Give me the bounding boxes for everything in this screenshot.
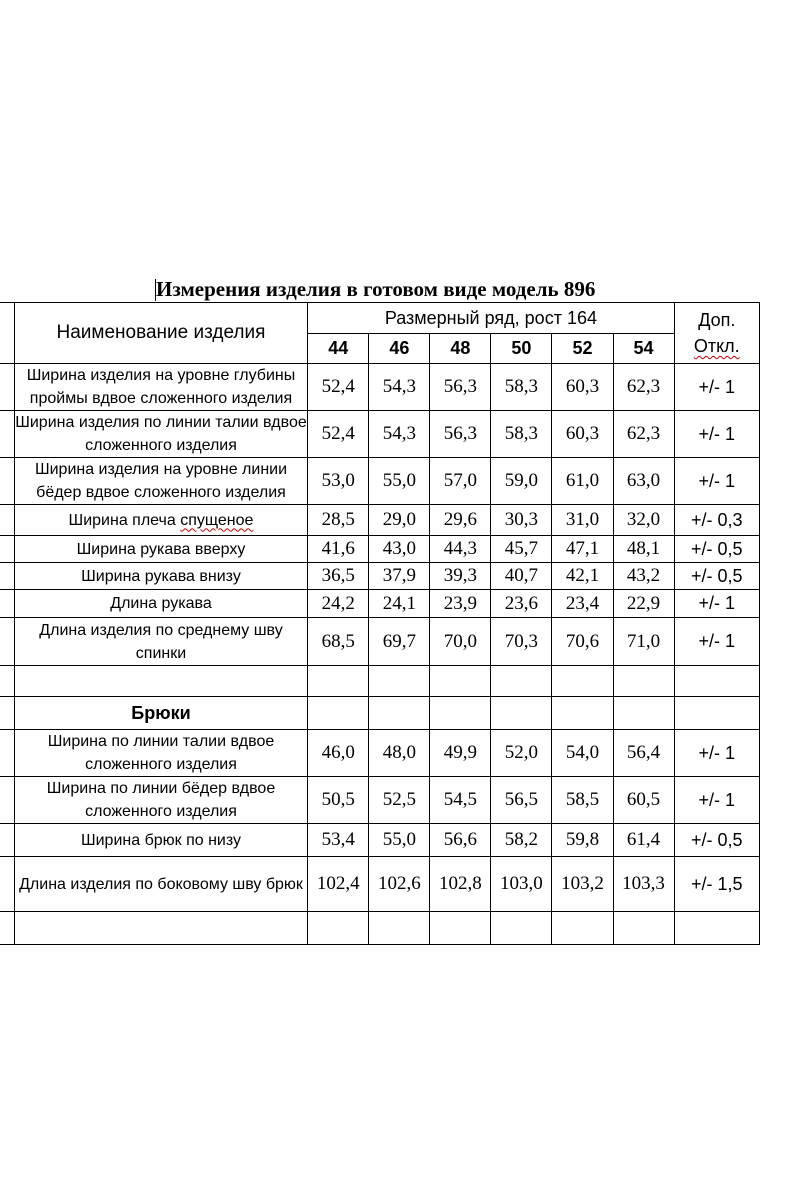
empty-cell [0,697,14,730]
number-header [0,303,14,364]
measurement-value: 70,0 [430,618,491,666]
measurement-value-text: 102,6 [377,873,421,894]
table-row [0,364,760,411]
empty-cell [674,912,759,945]
measurement-value: 37,9 [369,563,430,590]
row-number-cell [0,563,14,590]
name-header: Наименование изделия [14,303,308,364]
measurement-value: 63,0 [613,458,674,505]
measurement-name: Ширина брюк по низу [14,824,308,857]
empty-cell [430,697,491,730]
measurement-value: 71,0 [613,618,674,666]
measurement-value: 61,0 [552,458,613,505]
measurement-value: 60,3 [552,411,613,458]
table-row [0,824,760,857]
empty-cell [308,666,369,697]
empty-cell [613,912,674,945]
section-title: Брюки [14,697,308,730]
table-row [0,563,760,590]
tolerance-value: +/- 1 [674,364,759,411]
empty-cell [491,912,552,945]
measurement-value: 24,2 [308,590,369,618]
measurement-value: 40,7 [491,563,552,590]
measurement-value: 29,6 [430,505,491,536]
measurement-value: 23,4 [552,590,613,618]
table-row [0,536,760,563]
measurement-value: 69,7 [369,618,430,666]
empty-cell [491,697,552,730]
empty-cell [0,912,14,945]
measurement-value: 52,4 [308,364,369,411]
measurement-value: 43,2 [613,563,674,590]
size-3: 50 [491,334,552,364]
measurement-value: 56,6 [430,824,491,857]
measurement-value: 54,0 [552,730,613,777]
size-range-header: Размерный ряд, рост 164 [308,303,674,334]
measurement-name: Ширина рукава внизу [14,563,308,590]
tolerance-value: +/- 1,5 [674,857,759,912]
measurement-value: 52,0 [491,730,552,777]
measurement-value: 29,0 [369,505,430,536]
measurement-value: 56,5 [491,777,552,824]
empty-cell [430,666,491,697]
measurement-name [14,505,308,536]
measurement-value: 50,5 [308,777,369,824]
measurement-name: Ширина изделия на уровне глубины проймы вдвое сложенного изделия [14,364,308,411]
row-number-cell [0,777,14,824]
measurement-name: Длина изделия по среднему шву спинки [14,618,308,666]
row-number-cell [0,505,14,536]
measurement-value [491,857,552,912]
table-row [0,730,760,777]
tolerance-value: +/- 0,5 [674,563,759,590]
table-row [0,777,760,824]
row-number-cell [0,411,14,458]
measurement-value: 68,5 [308,618,369,666]
measurement-value: 52,4 [308,411,369,458]
measurement-name: Ширина по линии талии вдвое сложенного изделия [14,730,308,777]
measurement-value: 58,3 [491,364,552,411]
empty-cell [613,697,674,730]
empty-cell [674,666,759,697]
measurement-value: 55,0 [369,824,430,857]
empty-cell [14,912,308,945]
measurement-value: 60,3 [552,364,613,411]
measurement-name: Длина изделия по боковому шву брюк [14,857,308,912]
table-row [0,411,760,458]
measurement-value: 70,3 [491,618,552,666]
table-row [0,618,760,666]
row-number-cell [0,857,14,912]
tolerance-value: +/- 0,5 [674,824,759,857]
measurement-value: 32,0 [613,505,674,536]
tolerance-header-line2: Откл. [693,336,740,356]
measurement-name-flagged-word: спущеное [180,511,254,529]
measurements-table [0,302,760,945]
measurement-value: 28,5 [308,505,369,536]
empty-cell [308,912,369,945]
measurement-value: 41,6 [308,536,369,563]
measurement-value: 44,3 [430,536,491,563]
size-0: 44 [308,334,369,364]
empty-cell [369,697,430,730]
measurement-name: Ширина рукава вверху [14,536,308,563]
measurement-value-text: 103,3 [622,873,665,894]
measurement-value: 58,5 [552,777,613,824]
empty-cell [552,666,613,697]
measurement-value: 53,0 [308,458,369,505]
measurement-value: 62,3 [613,411,674,458]
measurement-value: 39,3 [430,563,491,590]
measurement-value: 30,3 [491,505,552,536]
empty-cell [369,666,430,697]
measurement-value: 49,9 [430,730,491,777]
empty-cell [430,912,491,945]
measurement-value: 24,1 [369,590,430,618]
measurement-value: 48,1 [613,536,674,563]
row-number-cell [0,364,14,411]
size-1: 46 [369,334,430,364]
size-4: 52 [552,334,613,364]
tolerance-value: +/- 1 [674,618,759,666]
measurement-value: 56,3 [430,364,491,411]
tolerance-value: +/- 0,3 [674,505,759,536]
empty-cell [308,697,369,730]
measurement-value [613,857,674,912]
measurement-value: 60,5 [613,777,674,824]
measurement-value: 46,0 [308,730,369,777]
measurement-value: 43,0 [369,536,430,563]
empty-cell [369,912,430,945]
row-number-cell [0,618,14,666]
row-number-cell [0,824,14,857]
empty-cell [0,666,14,697]
size-2: 48 [430,334,491,364]
measurement-name: Длина рукава [14,590,308,618]
measurement-value: 54,3 [369,364,430,411]
tolerance-header-line1: Доп. [698,310,736,330]
table-row [0,857,760,912]
measurement-name: Ширина изделия по линии талии вдвое сложенного изделия [14,411,308,458]
measurement-value [308,857,369,912]
empty-cell [552,912,613,945]
empty-row [0,666,760,697]
measurement-value: 62,3 [613,364,674,411]
measurement-value: 59,8 [552,824,613,857]
table-row [0,458,760,505]
measurement-value: 56,3 [430,411,491,458]
empty-cell [552,697,613,730]
empty-cell [674,697,759,730]
measurement-value: 59,0 [491,458,552,505]
size-5: 54 [613,334,674,364]
measurement-value [430,857,491,912]
measurement-name: Ширина по линии бёдер вдвое сложенного изделия [14,777,308,824]
measurement-value-text: 102,8 [439,873,482,894]
measurement-value: 36,5 [308,563,369,590]
table-row [0,505,760,536]
measurement-value: 22,9 [613,590,674,618]
measurement-value: 58,3 [491,411,552,458]
page-title: Измерения изделия в готовом виде модель 896 [156,277,596,301]
measurement-value: 53,4 [308,824,369,857]
measurement-value [552,857,613,912]
measurement-value: 52,5 [369,777,430,824]
measurement-value: 23,9 [430,590,491,618]
tolerance-value: +/- 0,5 [674,536,759,563]
measurement-name-prefix: Ширина плеча [68,511,181,529]
measurement-value: 56,4 [613,730,674,777]
measurement-value [369,857,430,912]
measurement-value: 54,5 [430,777,491,824]
measurement-value-text: 103,2 [561,873,604,894]
empty-cell [14,666,308,697]
measurement-value: 42,1 [552,563,613,590]
measurement-value: 70,6 [552,618,613,666]
tolerance-value: +/- 1 [674,458,759,505]
empty-row [0,912,760,945]
measurement-value: 58,2 [491,824,552,857]
measurement-value: 55,0 [369,458,430,505]
measurement-value: 48,0 [369,730,430,777]
empty-cell [491,666,552,697]
tolerance-value: +/- 1 [674,730,759,777]
measurement-value: 23,6 [491,590,552,618]
measurement-value: 45,7 [491,536,552,563]
measurement-value-text: 102,4 [316,873,360,894]
measurement-value: 31,0 [552,505,613,536]
measurement-value-text: 103,0 [500,873,543,894]
row-number-cell [0,730,14,777]
measurement-value: 57,0 [430,458,491,505]
header-row [0,303,760,334]
row-number-cell [0,590,14,618]
tolerance-value: +/- 1 [674,411,759,458]
tolerance-value: +/- 1 [674,777,759,824]
row-number-cell [0,536,14,563]
measurement-value: 47,1 [552,536,613,563]
table-row [0,590,760,618]
row-number-cell [0,458,14,505]
measurement-value: 61,4 [613,824,674,857]
tolerance-header [674,303,759,364]
tolerance-value: +/- 1 [674,590,759,618]
empty-cell [613,666,674,697]
measurement-name: Ширина изделия на уровне линии бёдер вдвое сложенного изделия [14,458,308,505]
section-row [0,697,760,730]
measurement-value: 54,3 [369,411,430,458]
